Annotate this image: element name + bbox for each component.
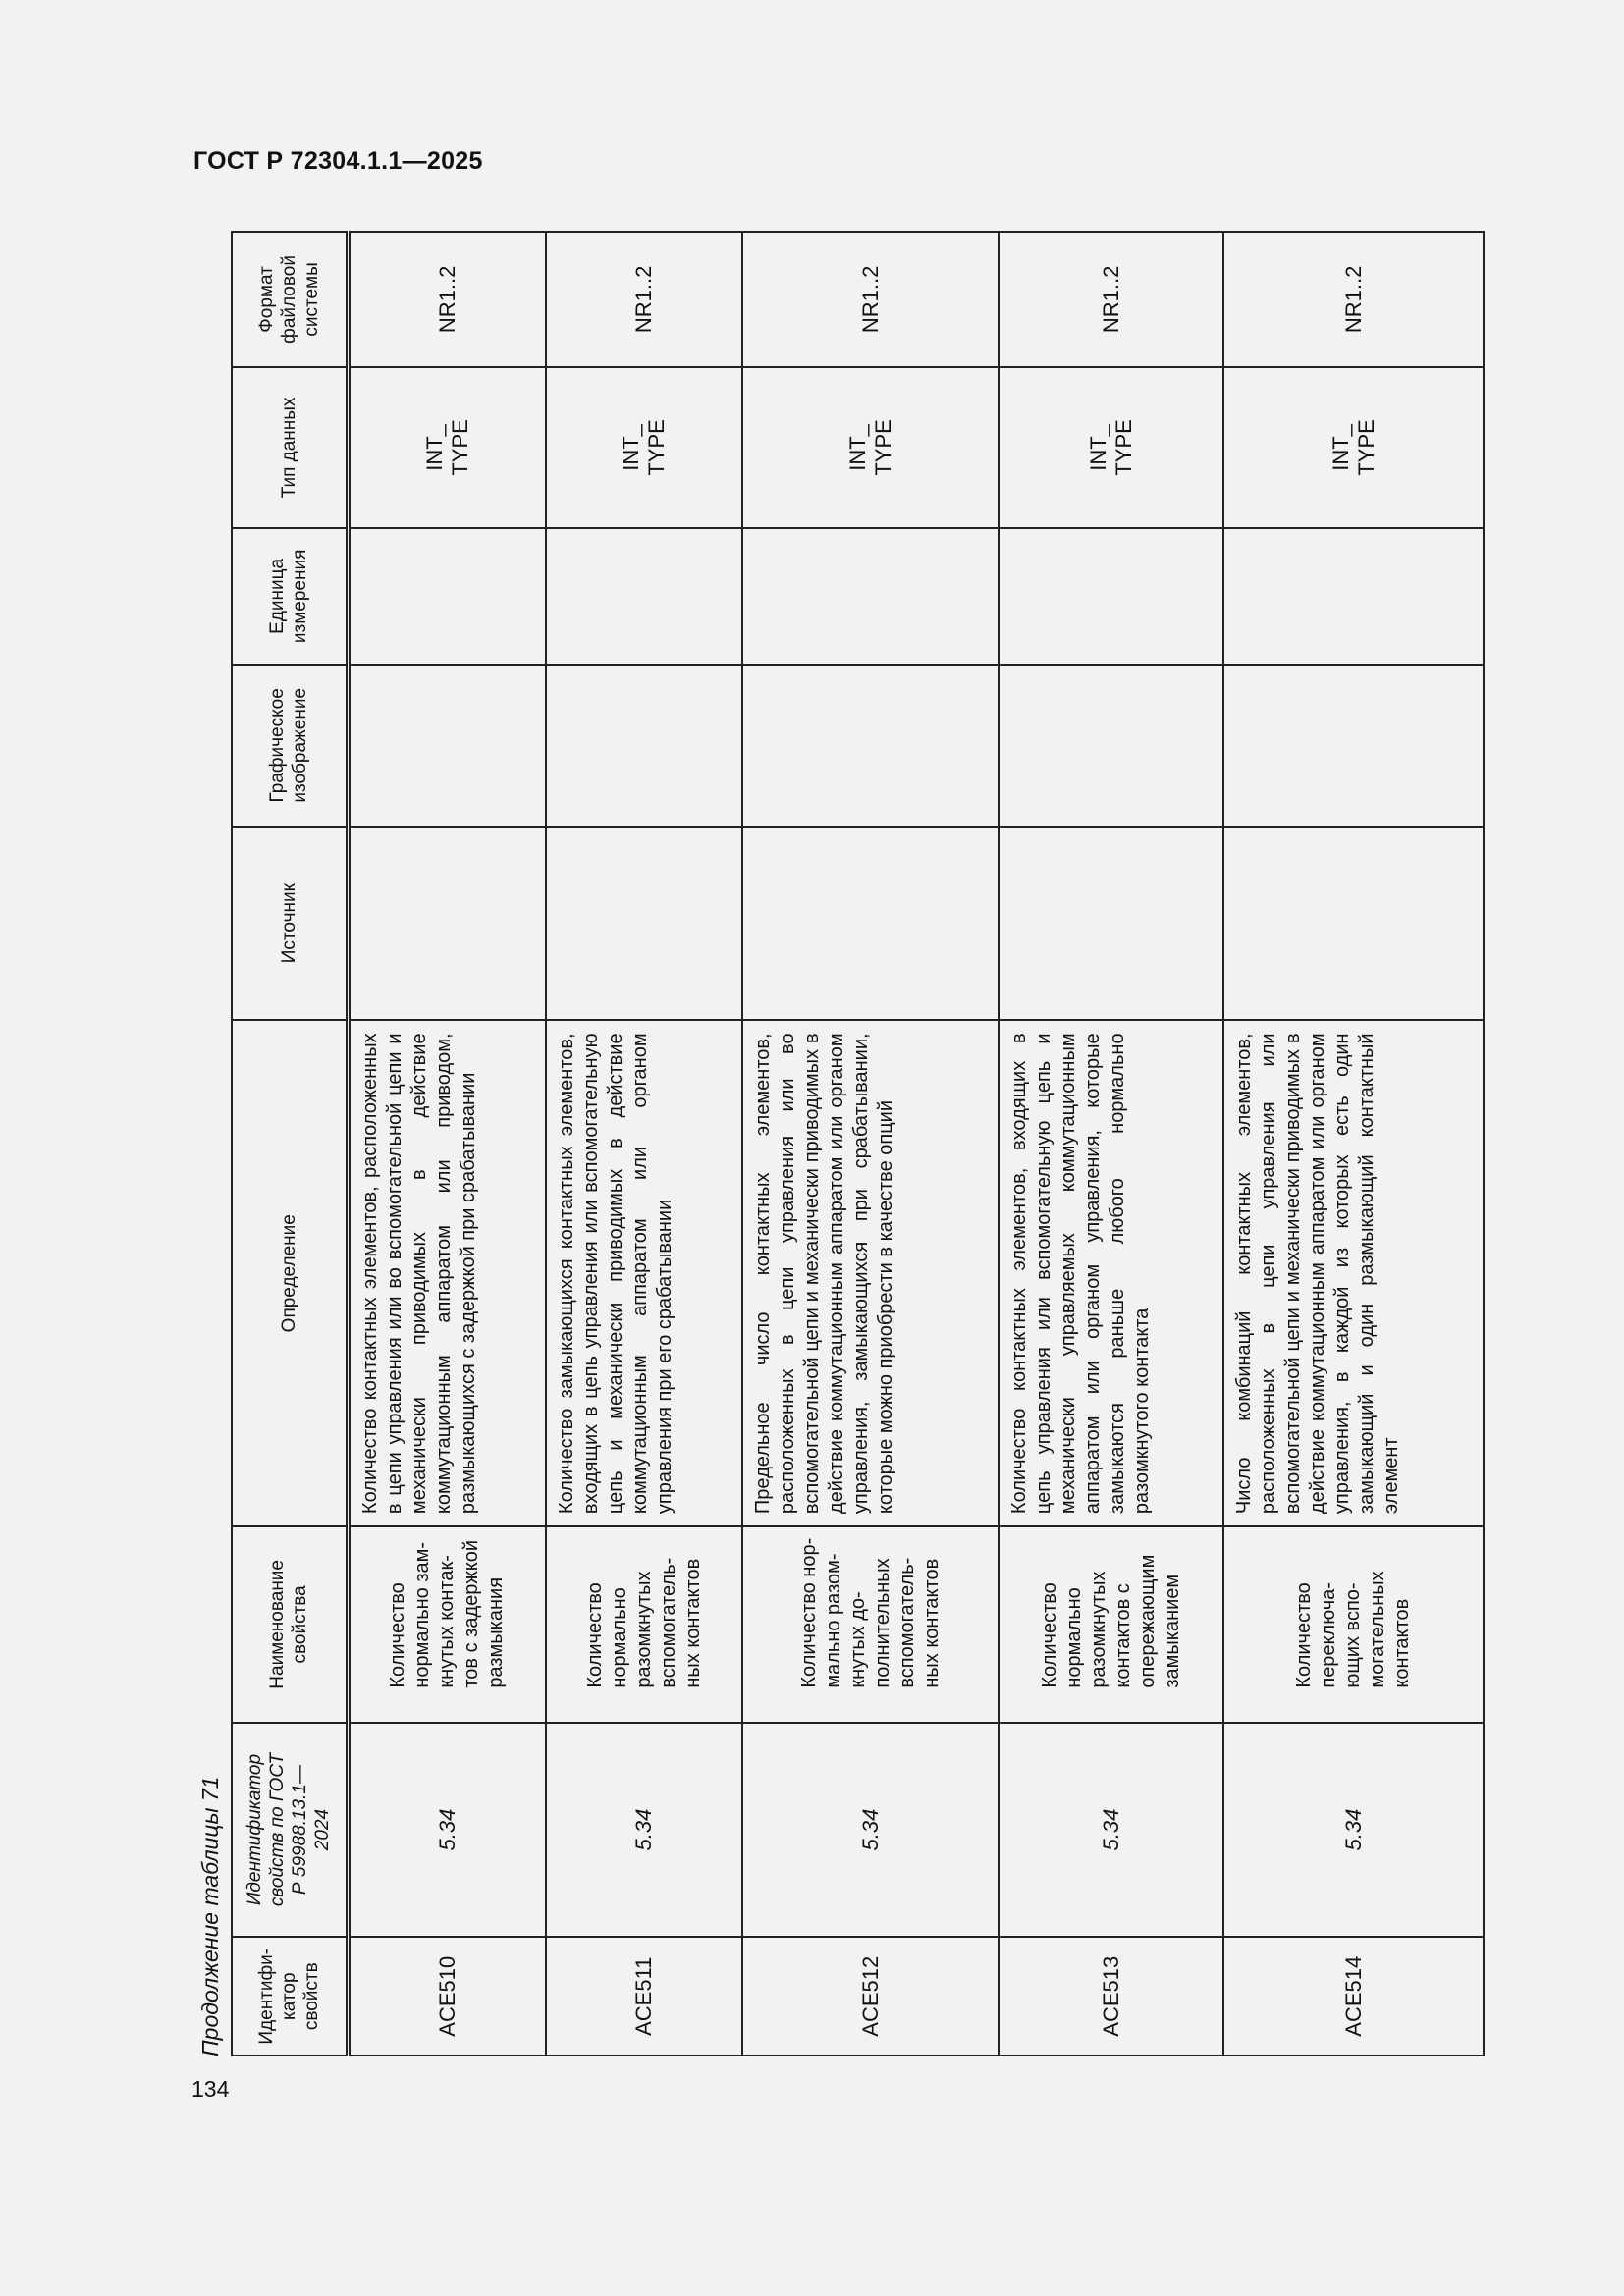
cell-definition: Количество замыкающихся контактных элементов, входящих в цепь управления или вспомогательную цепь и механически приводимых в действие коммутационным аппаратом или органом управления при его срабатывании [546, 1020, 742, 1526]
cell-source [1223, 827, 1484, 1021]
cell-source [546, 827, 742, 1021]
cell-source [348, 827, 546, 1021]
cell-source [742, 827, 999, 1021]
cell-unit [1223, 528, 1484, 665]
header-source: Источник [232, 827, 348, 1021]
cell-definition: Количество контактных элементов, расположенных в цепи управления или во вспомогательной цепи и механически приводимых в действие коммутационным аппаратом или приводом, размыкающихся с задержкой при срабатывании [348, 1020, 546, 1526]
cell-gost-property-id: 5.34 [546, 1723, 742, 1938]
cell-gost-property-id: 5.34 [999, 1723, 1223, 1938]
cell-definition: Количество контактных элементов, входящих в цепь управления или вспомогательную цепь и механически управляемых коммутационным аппаратом или органом управления, которые замыкаются раньше любого нормально разомкнутого контакта [999, 1020, 1223, 1526]
cell-property-id: ACE510 [348, 1937, 546, 2056]
cell-property-name: Количество нормально зам- кнутых контак- тов с задержкой размыкания [348, 1526, 546, 1723]
cell-graphic [546, 665, 742, 827]
cell-file-format: NR1..2 [742, 232, 999, 367]
cell-file-format: NR1..2 [1223, 232, 1484, 367]
cell-definition: Число комбинаций контактных элементов, расположенных в цепи управления или вспомогательной цепи и механически приводимых в действие коммутационным аппаратом или органом управления, в каждой из которых есть один замыкающий и один размыкающий контактный элемент [1223, 1020, 1484, 1526]
table-row [999, 232, 1223, 2056]
cell-unit [546, 528, 742, 665]
cell-unit [999, 528, 1223, 665]
header-data-type: Тип данных [232, 367, 348, 528]
table-caption: Продолжение таблицы 71 [197, 1776, 223, 2056]
header-graphic: Графическое изображение [232, 665, 348, 827]
cell-graphic [1223, 665, 1484, 827]
header-row [232, 232, 348, 2056]
cell-data-type: INT_ TYPE [999, 367, 1223, 528]
cell-gost-property-id: 5.34 [742, 1723, 999, 1938]
cell-file-format: NR1..2 [999, 232, 1223, 367]
cell-data-type: INT_ TYPE [348, 367, 546, 528]
cell-property-id: ACE514 [1223, 1937, 1484, 2056]
properties-table [231, 231, 1485, 2056]
table-row [1223, 232, 1484, 2056]
cell-graphic [742, 665, 999, 827]
cell-graphic [999, 665, 1223, 827]
cell-file-format: NR1..2 [546, 232, 742, 367]
table-row [546, 232, 742, 2056]
cell-property-id: ACE512 [742, 1937, 999, 2056]
header-file-format: Формат файловой системы [232, 232, 348, 367]
cell-property-name: Количество нормально разомкнутых контактов с опережающим замыканием [999, 1526, 1223, 1723]
cell-property-name: Количество нормально разомкнутых вспомогатель- ных контактов [546, 1526, 742, 1723]
cell-gost-property-id: 5.34 [348, 1723, 546, 1938]
cell-graphic [348, 665, 546, 827]
header-unit: Единица измерения [232, 528, 348, 665]
cell-property-name: Количество нор- мально разом- кнутых до- полнительных вспомогатель- ных контактов [742, 1526, 999, 1723]
cell-data-type: INT_ TYPE [742, 367, 999, 528]
cell-source [999, 827, 1223, 1021]
header-gost-property-id: Идентификатор свойств по ГОСТ Р 59988.13.1— 2024 [232, 1723, 348, 1938]
page-number: 134 [191, 2076, 230, 2102]
rotated-table-area [191, 231, 1485, 2056]
header-property-id: Идентифи- катор свойств [232, 1937, 348, 2056]
cell-property-id: ACE513 [999, 1937, 1223, 2056]
cell-property-name: Количество переключа- ющих вспо- могательных контактов [1223, 1526, 1484, 1723]
cell-definition: Предельное число контактных элементов, расположенных в цепи управления или во вспомогательной цепи и механически приводимых в действие коммутационным аппаратом или органом управления, замыкающихся при срабатывании, которые можно приобрести в качестве опций [742, 1020, 999, 1526]
cell-data-type: INT_ TYPE [1223, 367, 1484, 528]
cell-unit [348, 528, 546, 665]
document-header: ГОСТ Р 72304.1.1—2025 [193, 147, 483, 175]
header-definition: Определение [232, 1020, 348, 1526]
table-row [348, 232, 546, 2056]
cell-data-type: INT_ TYPE [546, 367, 742, 528]
cell-property-id: ACE511 [546, 1937, 742, 2056]
cell-unit [742, 528, 999, 665]
cell-file-format: NR1..2 [348, 232, 546, 367]
table-row [742, 232, 999, 2056]
cell-gost-property-id: 5.34 [1223, 1723, 1484, 1938]
header-property-name: Наименование свойства [232, 1526, 348, 1723]
